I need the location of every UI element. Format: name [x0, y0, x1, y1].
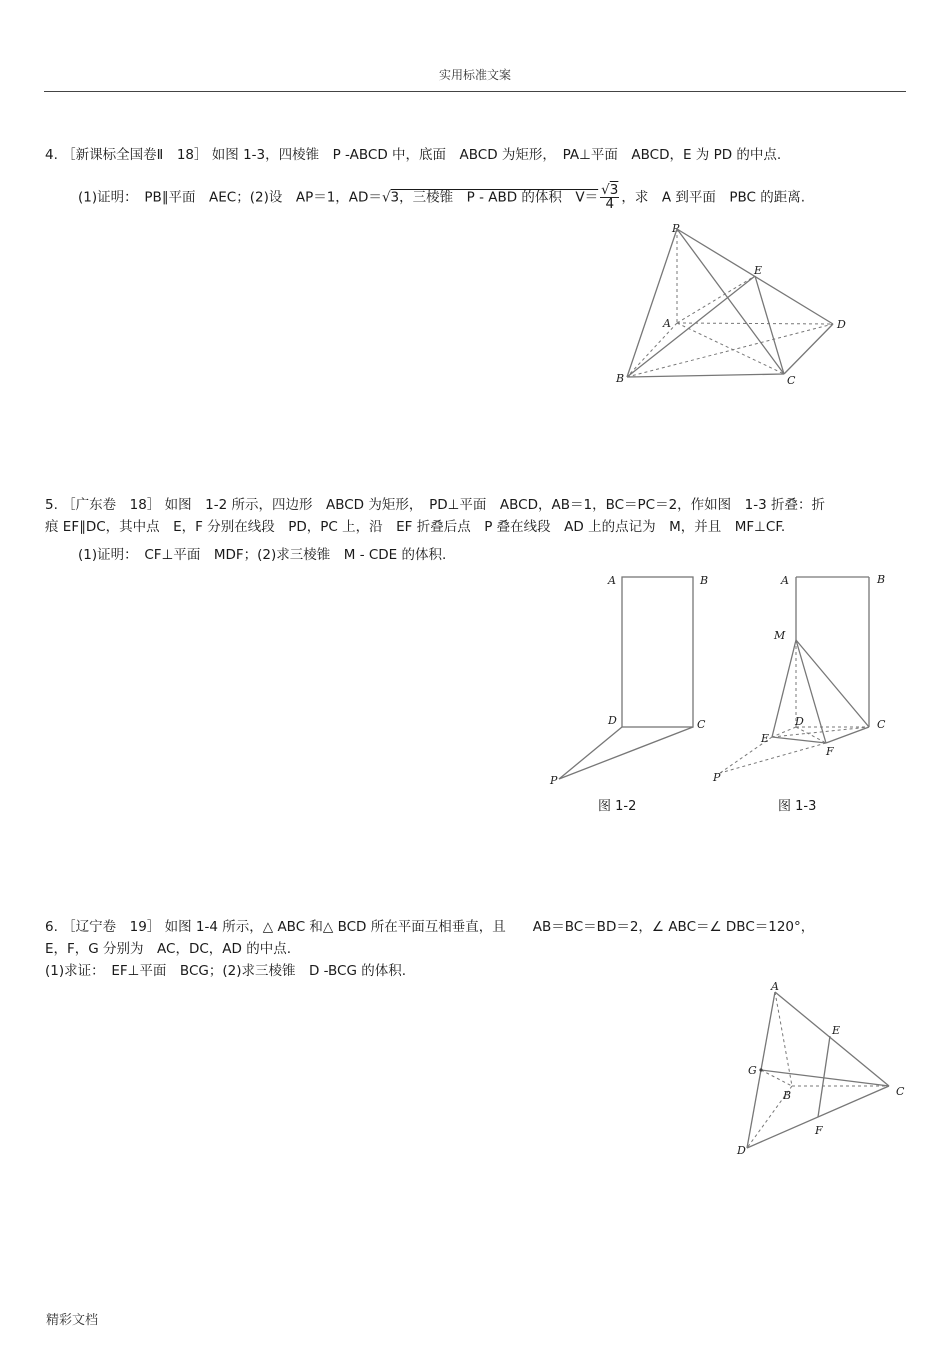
- label-c: C: [877, 718, 886, 731]
- problem-5-line-1: 5. ［广东卷 18］ 如图 1-2 所示，四边形 ABCD 为矩形， PD⊥平面 ABCD，AB＝1，BC＝PC＝2，作如图 1-3 折叠：折: [45, 497, 826, 513]
- label-a: A: [663, 317, 671, 330]
- label-d: D: [608, 714, 617, 727]
- figure-caption-1-2: 图 1-2: [598, 799, 637, 814]
- figure-pyramid-pabcd: [610, 220, 860, 390]
- label-d: D: [737, 1144, 746, 1157]
- label-e: E: [761, 732, 770, 745]
- label-b: B: [616, 372, 625, 385]
- problem-5-line-3: (1)证明： CF⊥平面 MDF；(2)求三棱锥 M - CDE 的体积.: [78, 547, 447, 563]
- figure-tetrahedron-abcd: [735, 978, 910, 1156]
- problem-6-line-2: E，F，G 分别为 AC，DC，AD 的中点.: [45, 941, 292, 957]
- label-f: F: [826, 745, 834, 758]
- problem-4-line-2: [78, 184, 805, 211]
- label-b: B: [700, 574, 709, 587]
- sqrt-sign: √: [381, 189, 391, 206]
- label-m: M: [774, 629, 786, 642]
- figure-folded-abcd: [710, 570, 900, 785]
- fraction-denominator: 4: [605, 196, 615, 212]
- label-e: E: [832, 1024, 841, 1037]
- label-a: A: [608, 574, 616, 587]
- label-c: C: [896, 1085, 905, 1098]
- problem-4-line-1: 4. ［新课标全国卷Ⅱ 18］ 如图 1-3，四棱锥 P -ABCD 中，底面 ABCD 为矩形， PA⊥平面 ABCD，E 为 PD 的中点.: [45, 147, 782, 163]
- figure-caption-1-3: 图 1-3: [778, 799, 817, 814]
- label-d: D: [795, 715, 804, 728]
- label-a: A: [771, 980, 779, 993]
- header-rule: [44, 91, 906, 92]
- label-e: E: [754, 264, 763, 277]
- problem-5-line-2: 痕 EF∥DC，其中点 E，F 分别在线段 PD，PC 上，沿 EF 折叠后点 P 叠在线段 AD 上的点记为 M，并且 MF⊥CF.: [45, 519, 786, 535]
- label-c: C: [787, 374, 796, 387]
- label-f: F: [815, 1124, 823, 1137]
- volume-fraction: $\frac{√3}{4}$: [601, 182, 619, 212]
- label-c: C: [697, 718, 706, 731]
- problem-6-line-3: (1)求证： EF⊥平面 BCG；(2)求三棱锥 D -BCG 的体积.: [45, 963, 407, 979]
- point-g: [759, 1068, 762, 1071]
- label-p: P: [672, 222, 680, 235]
- label-p: P: [550, 774, 558, 787]
- label-p: P: [713, 771, 721, 784]
- page-footer: 精彩文档: [46, 1313, 99, 1328]
- figure-rectangle-abcd: [545, 570, 720, 785]
- label-d: D: [837, 318, 846, 331]
- problem-4-line-2a: (1)证明： PB∥平面 AEC；(2)设 AP＝1，AD＝: [78, 189, 382, 206]
- problem-6-line-1: 6. ［辽宁卷 19］ 如图 1-4 所示，△ ABC 和△ BCD 所在平面互相垂直，且 AB＝BC＝BD＝2，∠ ABC＝∠ DBC＝120°，: [45, 919, 815, 935]
- problem-4-line-2b: 3，三棱锥 P - ABD 的体积 V＝: [390, 189, 599, 206]
- page-header: 实用标准文案: [438, 68, 511, 82]
- label-a: A: [781, 574, 789, 587]
- problem-4-line-2c: ，求 A 到平面 PBC 的距离.: [621, 189, 806, 206]
- label-g: G: [748, 1064, 757, 1077]
- label-b: B: [877, 573, 886, 586]
- label-b: B: [783, 1089, 792, 1102]
- fraction-numerator: 3: [609, 182, 619, 198]
